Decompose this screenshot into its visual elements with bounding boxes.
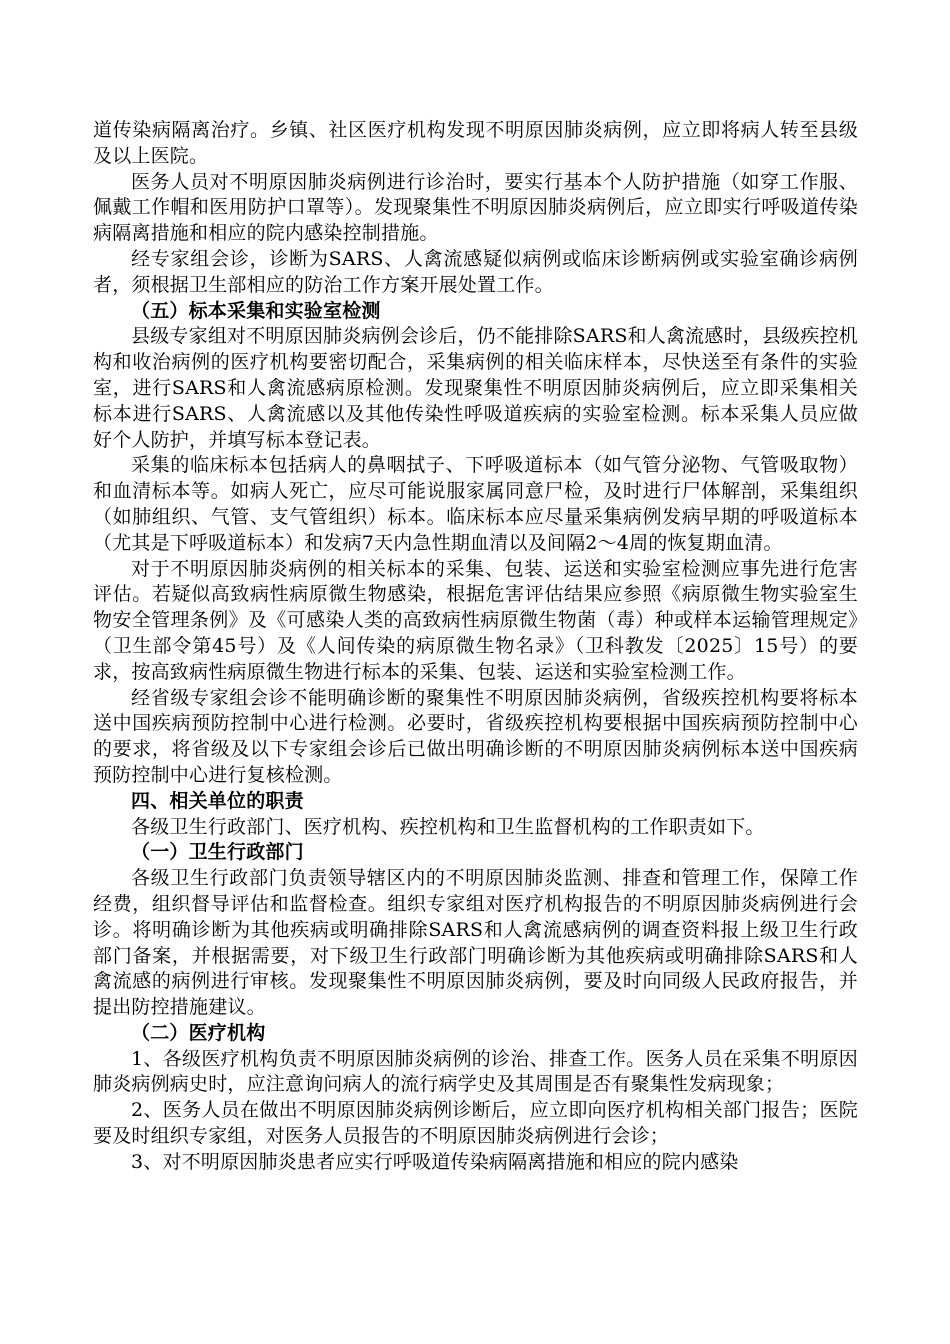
document-page xyxy=(93,118,858,1176)
heading-specimen-collection: （五）标本采集和实验室检测 xyxy=(131,299,381,322)
paragraph-clinical-specimens: 采集的临床标本包括病人的鼻咽拭子、下呼吸道标本（如气管分泌物、气管吸取物）和血清标本等。如病人死亡，应尽可能说服家属同意尸检，及时进行尸体解剖，采集组织（如肺组织、气管、支气管组织）标本。临床标本应尽量采集病例发病早期的呼吸道标本（尤其是下呼吸道标本）和发病7天内急性期血清以及间隔2～4周的恢复期血清。 xyxy=(93,454,858,554)
paragraph-health-administration: 各级卫生行政部门负责领导辖区内的不明原因肺炎监测、排查和管理工作，保障工作经费，组织督导评估和监督检查。组织专家组对医疗机构报告的不明原因肺炎病例进行会诊。将明确诊断为其他疾病或明确排除SARS和人禽流感病例的调查资料报上级卫生行政部门备案，并根据需要，对下级卫生行政部门明确诊断为其他疾病或明确排除SARS和人禽流感的病例进行审核。发现聚集性不明原因肺炎病例，要及时向同级人民政府报告，并提出防控措施建议。 xyxy=(93,867,858,1019)
paragraph-medical-item-3: 3、对不明原因肺炎患者应实行呼吸道传染病隔离措施和相应的院内感染 xyxy=(131,1150,739,1173)
paragraph-county-experts: 县级专家组对不明原因肺炎病例会诊后，仍不能排除SARS和人禽流感时，县级疾控机构和收治病例的医疗机构要密切配合，采集病例的相关临床样本，尽快送至有条件的实验室，进行SARS和人禽流感病原检测。发现聚集性不明原因肺炎病例后，应立即采集相关标本进行SARS、人禽流感以及其他传染性呼吸道疾病的实验室检测。标本采集人员应做好个人防护，并填写标本登记表。 xyxy=(93,325,858,451)
paragraph-medical-item-1: 1、各级医疗机构负责不明原因肺炎病例的诊治、排查工作。医务人员在采集不明原因肺炎病例病史时，应注意询问病人的流行病学史及其周围是否有聚集性发病现象； xyxy=(93,1047,858,1096)
paragraph-medical-item-2: 2、医务人员在做出不明原因肺炎病例诊断后，应立即向医疗机构相关部门报告；医院要及时组织专家组，对医务人员报告的不明原因肺炎病例进行会诊； xyxy=(93,1099,858,1148)
paragraph-responsibilities-intro: 各级卫生行政部门、医疗机构、疾控机构和卫生监督机构的工作职责如下。 xyxy=(131,815,765,838)
heading-unit-responsibilities: 四、相关单位的职责 xyxy=(131,789,304,812)
paragraph-expert-diagnosis: 经专家组会诊，诊断为SARS、人禽流感疑似病例或临床诊断病例或实验室确诊病例者，须根据卫生部相应的防治工作方案开展处置工作。 xyxy=(93,247,858,296)
paragraph-provincial-experts: 经省级专家组会诊不能明确诊断的聚集性不明原因肺炎病例，省级疾控机构要将标本送中国疾病预防控制中心进行检测。必要时，省级疾控机构要根据中国疾病预防控制中心的要求，将省级及以下专家组会诊后已做出明确诊断的不明原因肺炎病例标本送中国疾病预防控制中心进行复核检测。 xyxy=(93,686,858,786)
paragraph-hazard-assessment: 对于不明原因肺炎病例的相关标本的采集、包装、运送和实验室检测应事先进行危害评估。若疑似高致病性病原微生物感染，根据危害评估结果应参照《病原微生物实验室生物安全管理条例》及《可感染人类的高致病性病原微生物菌（毒）种或样本运输管理规定》（卫生部令第45号）及《人间传染的病原微生物名录》（卫科教发〔2025〕15号）的要求，按高致病性病原微生物进行标本的采集、包装、运送和实验室检测工作。 xyxy=(93,557,858,683)
heading-health-administration: （一）卫生行政部门 xyxy=(131,841,304,864)
paragraph-continued-isolation: 道传染病隔离治疗。乡镇、社区医疗机构发现不明原因肺炎病例，应立即将病人转至县级及以上医院。 xyxy=(93,119,858,167)
heading-medical-institutions: （二）医疗机构 xyxy=(131,1021,266,1044)
paragraph-personal-protection: 医务人员对不明原因肺炎病例进行诊治时，要实行基本个人防护措施（如穿工作服、佩戴工作帽和医用防护口罩等）。发现聚集性不明原因肺炎病例后，应立即实行呼吸道传染病隔离措施和相应的院内感染控制措施。 xyxy=(93,170,858,245)
